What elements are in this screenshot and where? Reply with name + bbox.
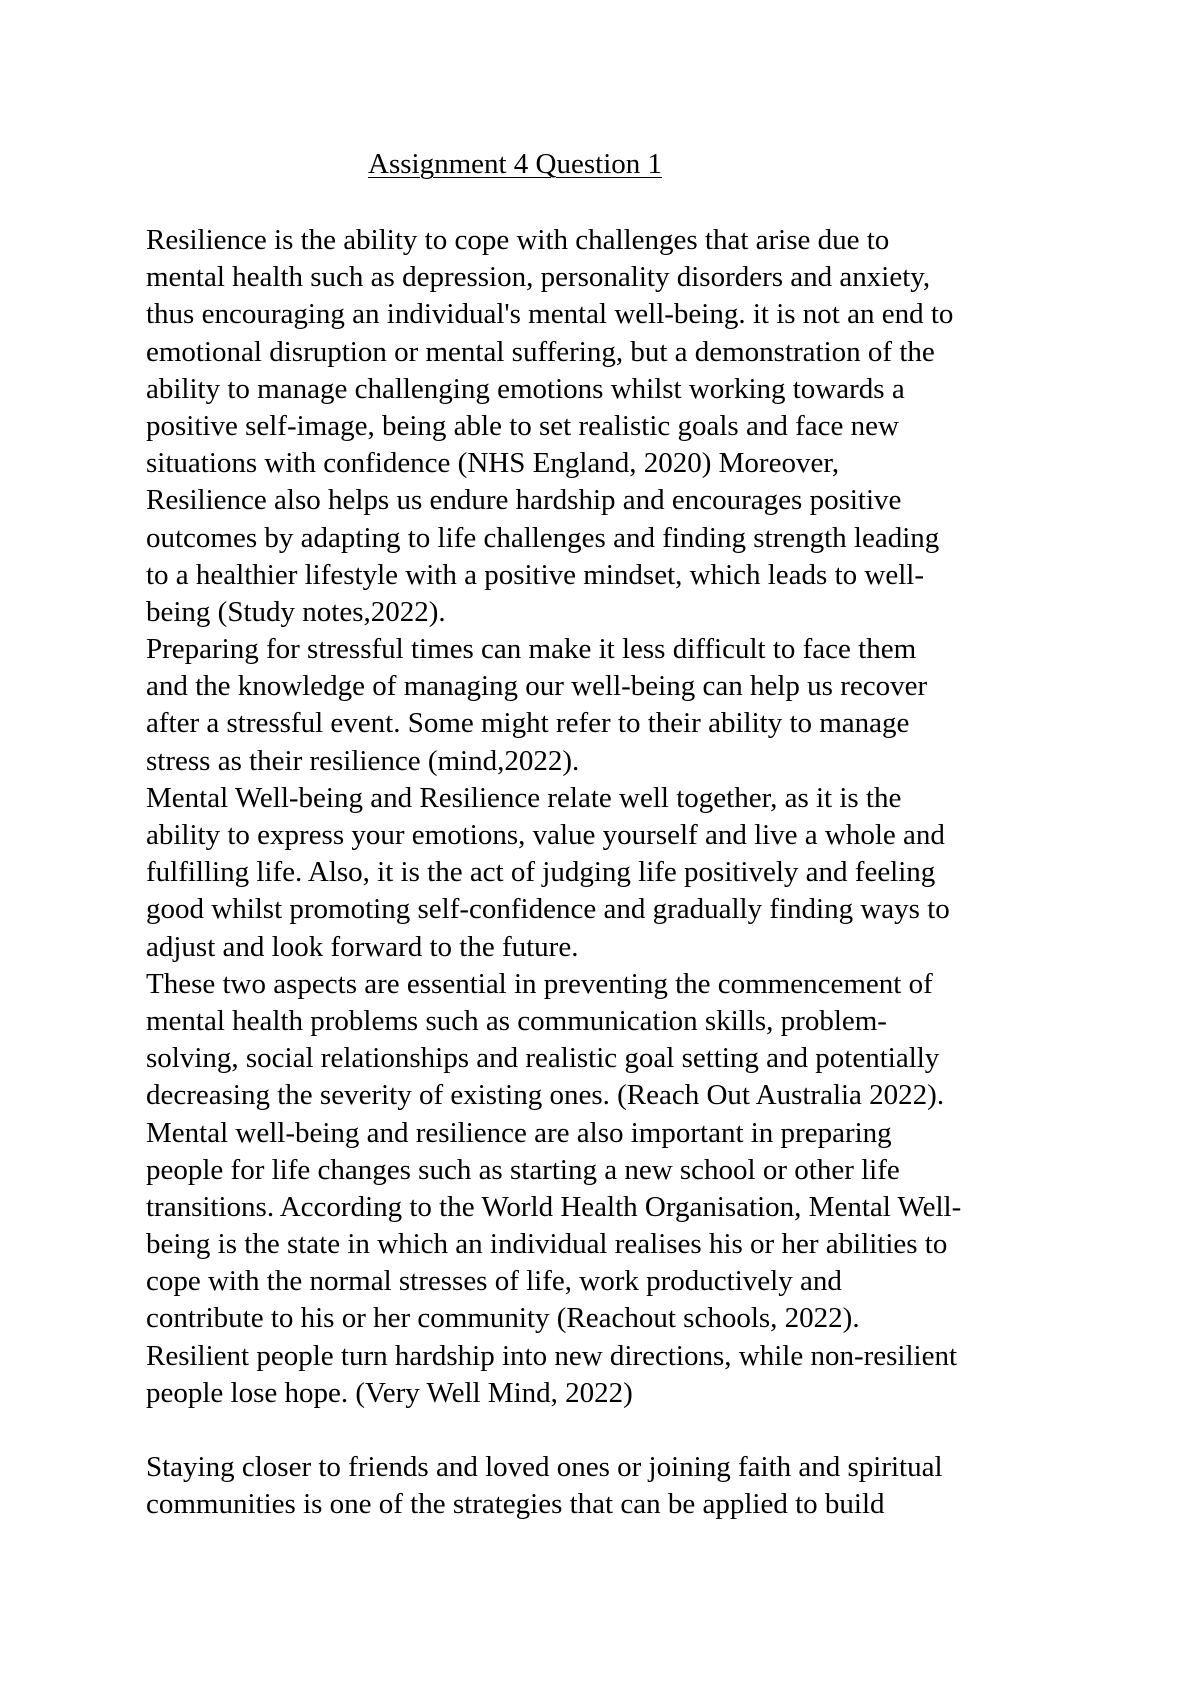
text-line: Resilient people turn hardship into new directions, while non-resilient <box>146 1339 958 1372</box>
text-line: people lose hope. (Very Well Mind, 2022) <box>146 1376 633 1409</box>
text-line: ability to manage challenging emotions whilst working towards a <box>146 372 905 405</box>
text-line: good whilst promoting self-confidence and gradually finding ways to <box>146 893 950 926</box>
text-line: Staying closer to friends and loved ones or joining faith and spiritual <box>146 1451 943 1484</box>
text-line: outcomes by adapting to life challenges and finding strength leading <box>146 521 940 554</box>
text-line: and the knowledge of managing our well-being can help us recover <box>146 670 928 703</box>
text-line: mental health such as depression, personality disorders and anxiety, <box>146 261 931 294</box>
text-line: cope with the normal stresses of life, work productively and <box>146 1265 842 1298</box>
text-line: thus encouraging an individual's mental well-being. it is not an end to <box>146 298 954 331</box>
document-body <box>146 222 1156 1524</box>
text-line: ability to express your emotions, value yourself and live a whole and <box>146 819 945 851</box>
document-title: Assignment 4 Question 1 <box>368 148 663 180</box>
text-line: solving, social relationships and realistic goal setting and potentially <box>146 1042 940 1075</box>
text-line: adjust and look forward to the future. <box>146 930 579 963</box>
text-line: situations with confidence (NHS England, 2020) Moreover, <box>146 447 840 480</box>
text-line: after a stressful event. Some might refer to their ability to manage <box>146 707 910 740</box>
text-line: positive self-image, being able to set realistic goals and face new <box>146 409 899 442</box>
blank-line <box>146 1412 1156 1449</box>
text-line: emotional disruption or mental suffering, but a demonstration of the <box>146 335 935 368</box>
text-line: contribute to his or her community (Reachout schools, 2022). <box>146 1302 860 1335</box>
text-line: fulfilling life. Also, it is the act of judging life positively and feeling <box>146 856 936 889</box>
text-line: stress as their resilience (mind,2022). <box>146 744 580 777</box>
text-line: Resilience also helps us endure hardship and encourages positive <box>146 484 902 517</box>
text-line: Mental well-being and resilience are also important in preparing <box>146 1116 892 1149</box>
text-line: to a healthier lifestyle with a positive mindset, which leads to well- <box>146 558 924 591</box>
text-line: Mental Well-being and Resilience relate well together, as it is the <box>146 781 902 814</box>
text-line: being (Study notes,2022). <box>146 595 446 628</box>
text-line: Preparing for stressful times can make it less difficult to face them <box>146 633 917 666</box>
text-line: being is the state in which an individual realises his or her abilities to <box>146 1228 948 1261</box>
text-line: transitions. According to the World Health Organisation, Mental Well- <box>146 1190 962 1223</box>
text-line: mental health problems such as communication skills, problem- <box>146 1004 887 1037</box>
text-line: Resilience is the ability to cope with challenges that arise due to <box>146 224 890 256</box>
text-line: communities is one of the strategies that can be applied to build <box>146 1488 885 1521</box>
text-line: people for life changes such as starting a new school or other life <box>146 1153 900 1186</box>
text-line: These two aspects are essential in preventing the commencement of <box>146 967 933 1000</box>
text-line: decreasing the severity of existing ones. (Reach Out Australia 2022). <box>146 1079 945 1112</box>
